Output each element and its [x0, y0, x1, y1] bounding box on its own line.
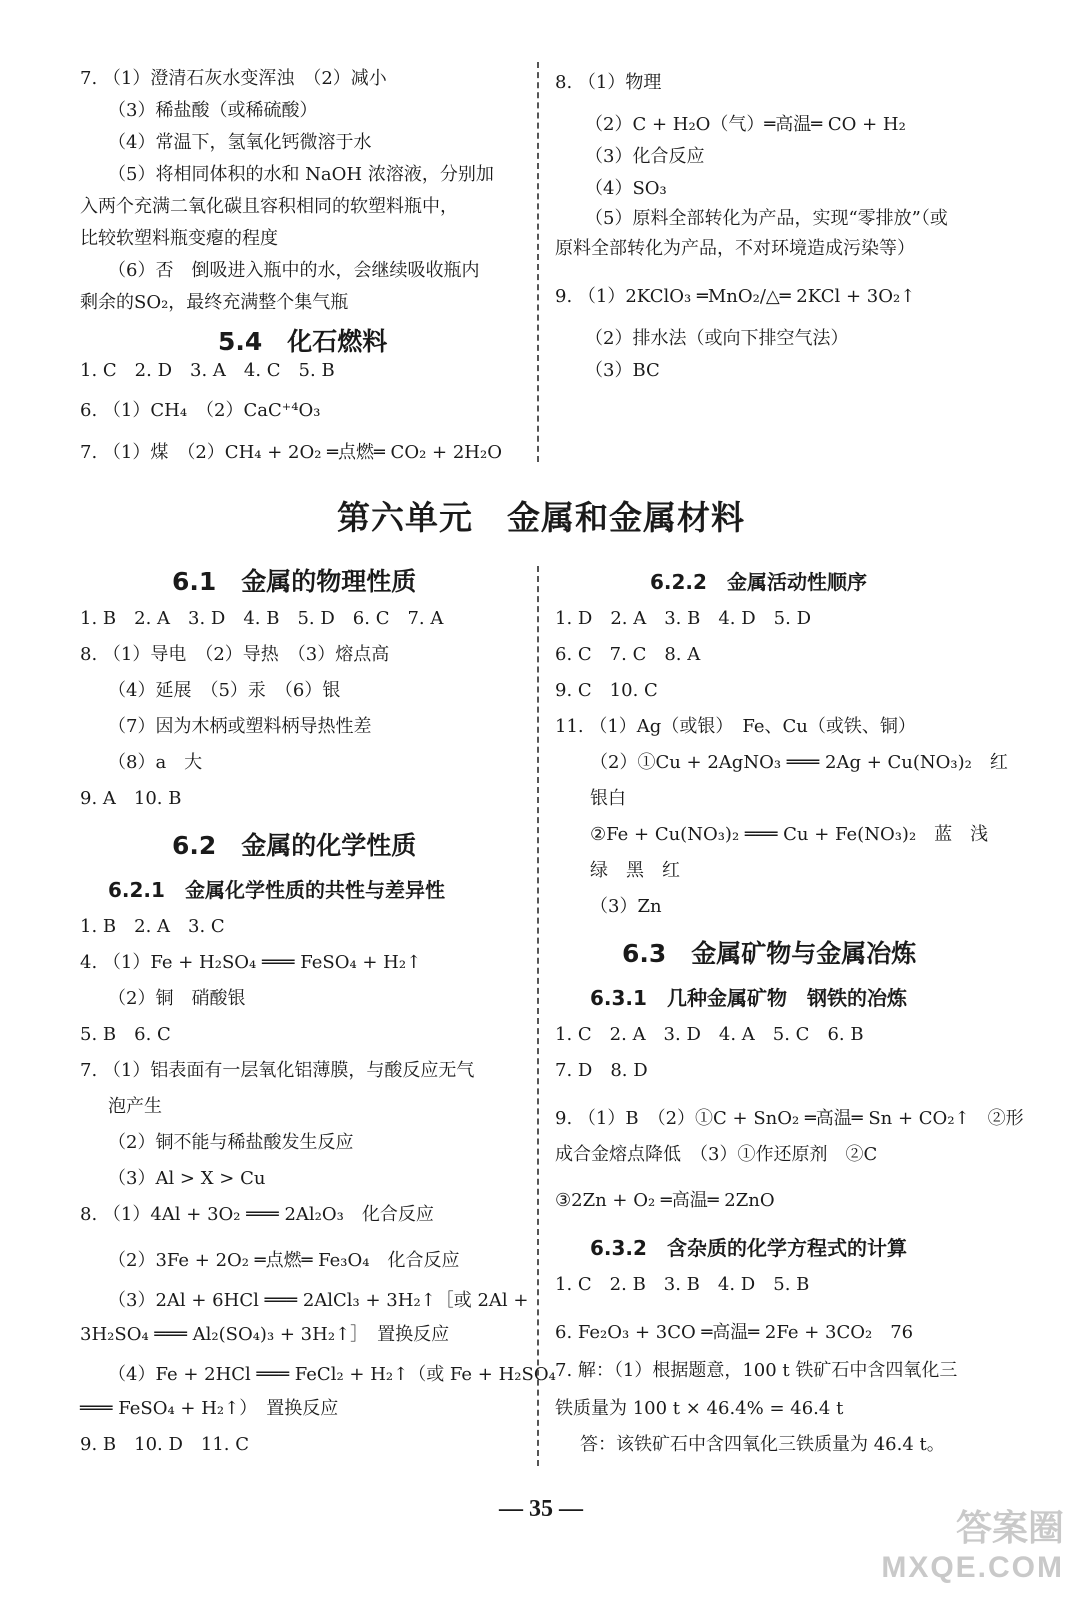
answer-line: 1. C 2. D 3. A 4. C 5. B — [80, 360, 335, 381]
answer-line: 答：该铁矿石中含四氧化三铁质量为 46.4 t。 — [580, 1434, 945, 1455]
q9-line-1: 9. （1）2KClO₃ ═MnO₂/△═ 2KCl + 3O₂↑ — [555, 286, 916, 307]
answer-line: 9. B 10. D 11. C — [80, 1434, 250, 1455]
answer-line: 7. 解：（1）根据题意，100 t 铁矿石中含四氧化三 — [555, 1360, 958, 1381]
q8-line-4: （4）SO₃ — [585, 178, 667, 199]
answer-line: （3）Al > X > Cu — [108, 1168, 266, 1189]
unit-title: 第六单元 金属和金属材料 — [337, 498, 745, 537]
answer-line: 7. （1）煤 （2）CH₄ + 2O₂ ═点燃═ CO₂ + 2H₂O — [80, 442, 502, 463]
answer-line: 9. A 10. B — [80, 788, 182, 809]
answer-line: ②Fe + Cu(NO₃)₂ ═══ Cu + Fe(NO₃)₂ 蓝 浅 — [590, 824, 989, 845]
answer-line: （2）3Fe + 2O₂ ═点燃═ Fe₃O₄ 化合反应 — [108, 1250, 460, 1271]
answer-line: （4）延展 （5）汞 （6）银 — [108, 680, 341, 701]
answer-line: ③2Zn + O₂ ═高温═ 2ZnO — [555, 1190, 775, 1211]
q7-line-3: （4）常温下，氢氧化钙微溶于水 — [108, 132, 372, 153]
section-title-6-1: 6.1 金属的物理性质 — [172, 567, 417, 596]
q8-line-2: （2）C + H₂O（气）═高温═ CO + H₂ — [585, 114, 906, 135]
answer-line: 成合金熔点降低 （3）①作还原剂 ②C — [555, 1144, 878, 1165]
answer-line: 7. D 8. D — [555, 1060, 648, 1081]
answer-line: （8）a 大 — [108, 752, 203, 773]
section-title-6-3: 6.3 金属矿物与金属冶炼 — [622, 939, 917, 968]
answer-line: 1. C 2. B 3. B 4. D 5. B — [555, 1274, 810, 1295]
answer-line: 银白 — [590, 788, 626, 809]
answer-line: 1. C 2. A 3. D 4. A 5. C 6. B — [555, 1024, 864, 1045]
q9-line-2: （2）排水法（或向下排空气法） — [585, 328, 849, 349]
section-title-5-4: 5.4 化石燃料 — [218, 327, 388, 356]
q7-line-8: 剩余的SO₂，最终充满整个集气瓶 — [80, 292, 349, 313]
watermark-logo — [881, 1508, 1064, 1588]
q7-line-4: （5）将相同体积的水和 NaOH 浓溶液，分别加 — [108, 164, 494, 185]
answer-line: 8. （1）导电 （2）导热 （3）熔点高 — [80, 644, 390, 665]
answer-line: 9. （1）B （2）①C + SnO₂ ═高温═ Sn + CO₂↑ ②形 — [555, 1108, 1024, 1129]
page-number: — 35 — — [499, 1496, 583, 1522]
answer-line: （2）①Cu + 2AgNO₃ ═══ 2Ag + Cu(NO₃)₂ 红 — [590, 752, 1008, 773]
q7-line-7: （6）否 倒吸进入瓶中的水，会继续吸收瓶内 — [108, 260, 480, 281]
watermark-url: MXQE.COM — [881, 1551, 1064, 1584]
answer-line: 6. （1）CH₄ （2）CaC⁺⁴O₃ — [80, 400, 321, 421]
answer-line: 1. B 2. A 3. D 4. B 5. D 6. C 7. A — [80, 608, 444, 629]
watermark-text: 答案圈 — [955, 1507, 1064, 1548]
answer-line: ═══ FeSO₄ + H₂↑） 置换反应 — [80, 1398, 339, 1419]
answer-line: 1. B 2. A 3. C — [80, 916, 225, 937]
section-title-6-2: 6.2 金属的化学性质 — [172, 831, 417, 860]
subsection-title-6-2-1: 6.2.1 金属化学性质的共性与差异性 — [108, 878, 445, 902]
answer-line: 绿 黑 红 — [590, 860, 680, 881]
answer-line: 1. D 2. A 3. B 4. D 5. D — [555, 608, 811, 629]
q7-line-5: 入两个充满二氧化碳且容积相同的软塑料瓶中， — [80, 196, 458, 217]
answer-line: 4. （1）Fe + H₂SO₄ ═══ FeSO₄ + H₂↑ — [80, 952, 422, 973]
q7-line-6: 比较软塑料瓶变瘪的程度 — [80, 228, 278, 249]
answer-line: （2）铜 硝酸银 — [108, 988, 246, 1009]
answer-line: 6. C 7. C 8. A — [555, 644, 701, 665]
answer-line: 3H₂SO₄ ═══ Al₂(SO₄)₃ + 3H₂↑］ 置换反应 — [80, 1324, 450, 1345]
subsection-title-6-3-2: 6.3.2 含杂质的化学方程式的计算 — [590, 1236, 907, 1260]
column-divider — [537, 566, 539, 1466]
subsection-title-6-3-1: 6.3.1 几种金属矿物 钢铁的冶炼 — [590, 986, 907, 1010]
q7-line-1: 7. （1）澄清石灰水变浑浊 （2）减小 — [80, 68, 387, 89]
answer-line: 5. B 6. C — [80, 1024, 171, 1045]
q7-line-2: （3）稀盐酸（或稀硫酸） — [108, 100, 318, 121]
q8-line-3: （3）化合反应 — [585, 146, 705, 167]
answer-line: （7）因为木柄或塑料柄导热性差 — [108, 716, 372, 737]
q8-line-1: 8. （1）物理 — [555, 72, 662, 93]
q9-line-3: （3）BC — [585, 360, 660, 381]
answer-line: 8. （1）4Al + 3O₂ ═══ 2Al₂O₃ 化合反应 — [80, 1204, 434, 1225]
q8-line-5: （5）原料全部转化为产品，实现“零排放”（或 — [585, 208, 948, 229]
answer-line: （3）Zn — [590, 896, 662, 917]
answer-line: 泡产生 — [108, 1096, 162, 1117]
answer-line: 11. （1）Ag（或银） Fe、Cu（或铁、铜） — [555, 716, 916, 737]
answer-line: 6. Fe₂O₃ + 3CO ═高温═ 2Fe + 3CO₂ 76 — [555, 1322, 914, 1343]
subsection-title-6-2-2: 6.2.2 金属活动性顺序 — [650, 570, 867, 594]
answer-line: （4）Fe + 2HCl ═══ FeCl₂ + H₂↑（或 Fe + H₂SO₄ — [108, 1364, 556, 1385]
answer-line: （3）2Al + 6HCl ═══ 2AlCl₃ + 3H₂↑［或 2Al + — [108, 1290, 529, 1311]
answer-line: （2）铜不能与稀盐酸发生反应 — [108, 1132, 354, 1153]
q8-line-6: 原料全部转化为产品，不对环境造成污染等） — [555, 238, 915, 259]
answer-line: 铁质量为 100 t × 46.4% = 46.4 t — [555, 1398, 844, 1419]
column-divider — [537, 62, 539, 462]
answer-line: 7. （1）铝表面有一层氧化铝薄膜，与酸反应无气 — [80, 1060, 475, 1081]
answer-line: 9. C 10. C — [555, 680, 658, 701]
